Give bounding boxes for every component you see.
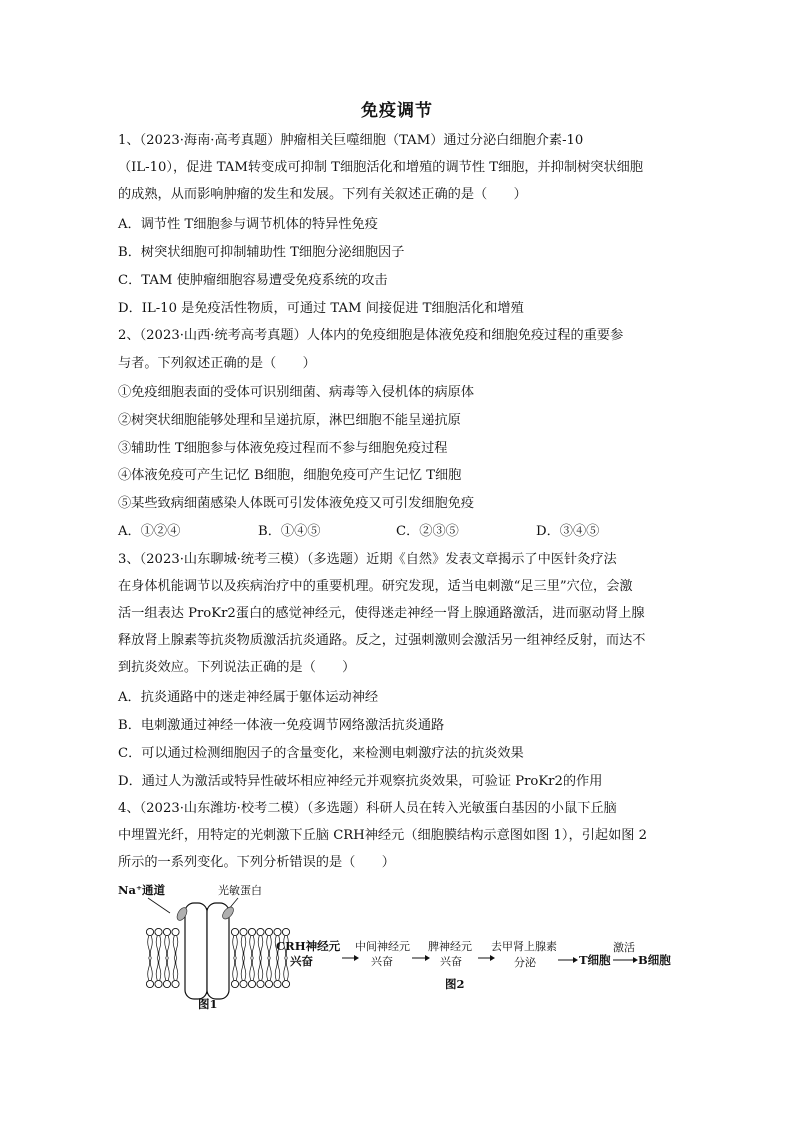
q1-stem-line-1: 1、（2023·海南·高考真题）肿瘤相关巨噬细胞（TAM）通过分泌白细胞介素-10	[118, 133, 584, 148]
q3-stem-line-5: 到抗炎效应。下列说法正确的是（ ）	[118, 660, 356, 675]
q3-option-c: C．可以通过检测细胞因子的含量变化，来检测电刺激疗法的抗炎效果	[118, 746, 524, 761]
lipid-tail	[258, 936, 260, 958]
lipid-tail	[252, 958, 254, 980]
q2-option-d: D．③④⑤	[536, 524, 600, 539]
lipid-tail	[269, 958, 271, 980]
figure2-step1-top: CRH神经元	[276, 939, 341, 953]
lipid-tail	[167, 958, 169, 980]
lipid-tail	[173, 936, 175, 958]
lipid-tail	[150, 936, 152, 958]
lipid-tail	[250, 936, 252, 958]
lipid-tail	[261, 936, 263, 958]
page-title: 免疫调节	[361, 101, 433, 121]
lipid-head	[240, 928, 247, 935]
lipid-head	[265, 980, 272, 987]
figure1-membrane-diagram	[118, 883, 290, 1011]
q2-option-b: B．①④⑤	[258, 524, 321, 539]
lipid-tail	[233, 936, 235, 958]
q2-statement-1: ①免疫细胞表面的受体可识别细菌、病毒等入侵机体的病原体	[118, 385, 475, 400]
lipid-tail	[244, 958, 246, 980]
q4-stem-line-1: 4、（2023·山东潍坊·校考二模）（多选题）科研人员在转入光敏蛋白基因的小鼠下丘脑	[118, 801, 617, 816]
figure1-channel-left	[185, 903, 207, 999]
lipid-tail	[148, 936, 150, 958]
lipid-tail	[159, 936, 161, 958]
lipid-tail	[261, 958, 263, 980]
q1-option-b: B．树突状细胞可抑制辅助性 T细胞分泌细胞因子	[118, 245, 405, 260]
figure1-na-pointer	[148, 898, 170, 913]
lipid-tail	[258, 958, 260, 980]
lipid-head	[240, 980, 247, 987]
q2-stem-line-1: 2、（2023·山西·统考高考真题）人体内的免疫细胞是体液免疫和细胞免疫过程的重要参	[118, 328, 624, 343]
lipid-head	[274, 928, 281, 935]
q1-option-c: C．TAM 使肿瘤细胞容易遭受免疫系统的攻击	[118, 273, 388, 288]
lipid-head	[257, 980, 264, 987]
figure2-step3-top: 脾神经元	[428, 940, 472, 953]
lipid-tail	[244, 936, 246, 958]
figure2-step2-bottom: 兴奋	[371, 955, 393, 968]
lipid-tail	[176, 936, 178, 958]
lipid-tail	[269, 936, 271, 958]
lipid-tail	[250, 958, 252, 980]
lipid-head	[155, 928, 162, 935]
q1-option-d: D．IL-10 是免疫活性物质，可通过 TAM 间接促进 T细胞活化和增殖	[118, 301, 524, 316]
lipid-head	[248, 928, 255, 935]
q2-option-c: C．②③⑤	[396, 524, 459, 539]
lipid-head	[146, 980, 153, 987]
q1-stem-line-2: （IL-10），促进 TAM转变成可抑制 T细胞活化和增殖的调节性 T细胞，并抑制树突状细胞	[118, 160, 644, 175]
figure1-caption: 图1	[198, 997, 218, 1011]
lipid-tail	[159, 958, 161, 980]
q4-stem-line-2: 中埋置光纤，用特定的光刺激下丘脑 CRH神经元（细胞膜结构示意图如图 1），引起如图 2	[118, 828, 648, 843]
lipid-tail	[275, 958, 277, 980]
q4-stem-line-3: 所示的一系列变化。下列分析错误的是（ ）	[118, 855, 395, 870]
lipid-tail	[278, 958, 280, 980]
lipid-tail	[235, 958, 237, 980]
q3-stem-line-3: 活一组表达 ProKr2蛋白的感觉神经元，使得迷走神经一肾上腺通路激活，进而驱动肾上腺	[118, 606, 645, 621]
lipid-tail	[284, 958, 286, 980]
lipid-head	[257, 928, 264, 935]
q3-option-b: B．电刺激通过神经一体液一免疫调节网络激活抗炎通路	[118, 718, 445, 733]
lipid-tail	[286, 958, 288, 980]
lipid-head	[172, 928, 179, 935]
lipid-tail	[241, 958, 243, 980]
lipid-head	[155, 980, 162, 987]
lipid-head	[282, 928, 289, 935]
q3-stem-line-2: 在身体机能调节以及疾病治疗中的重要机理。研究发现，适当电刺激“足三里”穴位，会激	[118, 579, 633, 594]
q2-statement-5: ⑤某些致病细菌感染人体既可引发体液免疫又可引发细胞免疫	[118, 496, 475, 511]
lipid-head	[274, 980, 281, 987]
lipid-tail	[176, 958, 178, 980]
figure1-photosensitive-protein-label: 光敏蛋白	[218, 884, 262, 897]
lipid-tail	[156, 958, 158, 980]
q1-option-a: A．调节性 T细胞参与调节机体的特异性免疫	[118, 217, 378, 232]
lipid-tail	[150, 958, 152, 980]
figure2-step3-bottom: 兴奋	[440, 955, 462, 968]
figure2-step5: T细胞	[579, 953, 611, 967]
lipid-head	[265, 928, 272, 935]
lipid-head	[163, 980, 170, 987]
figure2-step4-top: 去甲肾上腺素	[491, 940, 557, 953]
lipid-head	[282, 980, 289, 987]
lipid-head	[172, 980, 179, 987]
lipid-tail	[267, 958, 269, 980]
q3-option-d: D．通过人为激活或特异性破坏相应神经元并观察抗炎效果，可验证 ProKr2的作用	[118, 774, 603, 789]
figure1-na-channel-label: Na⁺通道	[118, 883, 166, 897]
q3-option-a: A．抗炎通路中的迷走神经属于躯体运动神经	[118, 690, 379, 705]
lipid-tail	[241, 936, 243, 958]
q3-stem-line-4: 释放肾上腺素等抗炎物质激活抗炎通路。反之，过强刺激则会激活另一组神经反射，而达不	[118, 633, 646, 648]
lipid-head	[231, 928, 238, 935]
lipid-tail	[165, 958, 167, 980]
lipid-tail	[165, 936, 167, 958]
figure2-activate-label: 激活	[613, 941, 635, 954]
lipid-tail	[252, 936, 254, 958]
lipid-head	[248, 980, 255, 987]
figure2-step6: B细胞	[638, 953, 671, 967]
lipid-head	[146, 928, 153, 935]
q2-statement-2: ②树突状细胞能够处理和呈递抗原，淋巴细胞不能呈递抗原	[118, 413, 461, 428]
lipid-head	[163, 928, 170, 935]
lipid-tail	[267, 936, 269, 958]
figure2-caption: 图2	[445, 977, 465, 991]
lipid-tail	[235, 936, 237, 958]
lipid-tail	[148, 958, 150, 980]
lipid-tail	[156, 936, 158, 958]
figure-area	[118, 880, 698, 1015]
q2-stem-line-2: 与者。下列叙述正确的是（ ）	[118, 356, 316, 371]
q3-stem-line-1: 3、（2023·山东聊城·统考三模）（多选题）近期《自然》发表文章揭示了中医针灸疗法	[118, 552, 617, 567]
q1-stem-line-3: 的成熟，从而影响肿瘤的发生和发展。下列有关叙述正确的是（ ）	[118, 187, 527, 202]
lipid-head	[231, 980, 238, 987]
figure2-step1-bottom: 兴奋	[290, 954, 313, 968]
q2-option-a: A．①②④	[118, 524, 181, 539]
figure2-step4-bottom: 分泌	[514, 956, 536, 969]
q2-statement-4: ④体液免疫可产生记忆 B细胞，细胞免疫可产生记忆 T细胞	[118, 468, 462, 483]
figure2-step2-top: 中间神经元	[355, 940, 410, 953]
q2-statement-3: ③辅助性 T细胞参与体液免疫过程而不参与细胞免疫过程	[118, 441, 448, 456]
figure2-flowchart	[276, 939, 671, 991]
figure-svg	[118, 880, 698, 1015]
lipid-tail	[233, 958, 235, 980]
lipid-tail	[173, 958, 175, 980]
lipid-tail	[167, 936, 169, 958]
